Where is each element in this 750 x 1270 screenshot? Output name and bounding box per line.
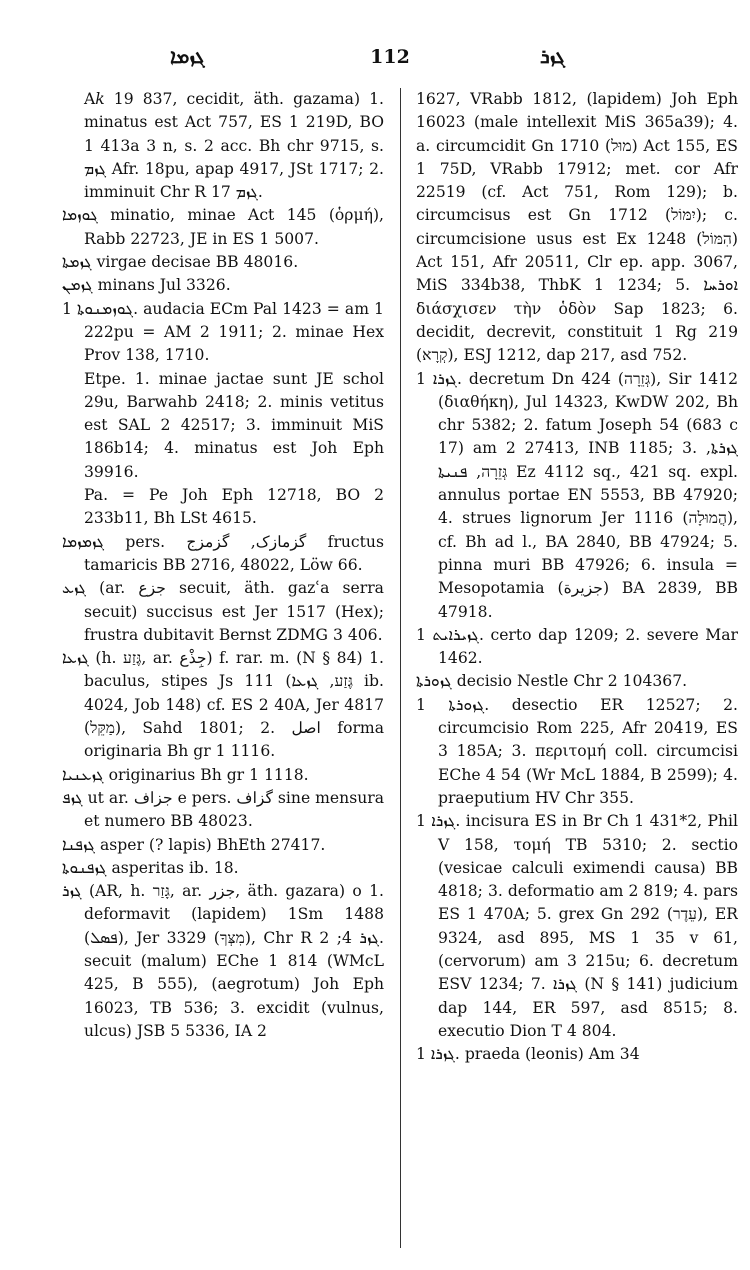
- header-left-word: ܓܙܡܐ: [170, 44, 205, 68]
- right-column: [416, 88, 738, 1258]
- entry-paragraph: ܓܙܥܢܝܐ originarius Bh gr 1 1118.: [62, 765, 309, 784]
- entry-paragraph: Etpe. 1. minae jactae sunt JE schol 29u, Barwahb 2418; 2. minis vetitus est SAL 2 42517; 3. imminuit MiS 186b14; 4. minatus est Joh Eph 39916.: [84, 369, 384, 481]
- entry-paragraph: ܓܙܘܪܬܐ decisio Nestle Chr 2 104367.: [416, 672, 688, 691]
- page-number: 112: [370, 46, 410, 68]
- entry-paragraph: ܓܙܪܐ 1. incisura ES in Br Ch 1 431*2, Phil V 158, τομή TB 5310; 2. sectio (vesicae calculi eximendi causa) BB 4818; 3. deformatio am 2 819; 4. pars ES 1 470A; 5. grex Gn 292 (עֵדֶר), ER 9324, asd 895, MS 1 35 v 61, (cervorum) am 3 215u; 6. decretum ESV 1234; 7. ܓܙܪܐ (N § 141) judicium dap 144, ER 597, asd 8515; 8. executio Dion T 4 804.: [416, 812, 738, 1040]
- column-divider: [400, 88, 401, 1248]
- entry-paragraph: ܓܙܡܬܐ virgae decisae BB 48016.: [62, 253, 299, 272]
- left-column: [62, 88, 384, 1258]
- entry-paragraph: ܓܙܦ ut ar. جزاف e pers. گزاف sine mensura et numero BB 48023.: [62, 788, 384, 831]
- entry-paragraph: Pa. = Pe Joh Eph 12718, BO 2 233b11, Bh LSt 4615.: [84, 486, 384, 528]
- entry-paragraph: ܓܙܪܐ 1. decretum Dn 424 (גְּזֵרָה), Sir 1412 (διαθήκη), Jul 14323, KwDW 202, Bh chr 5382; 2. fatum Joseph 54 (683 c 17) am 2 27413, INB 1185; 3. ܓܙܪܬܐ, גְּזֵרָה, ܦܢܝܬܐ Ez 4112 sq., 421 sq. expl. annulus portae EN 5553, BB 47920; 4. strues lignorum Jer 1116 (הֲמוּלָה), cf. Bh ad l., BA 2840, BB 47924; 5. pinna muri BB 47926; 6. insula = Mesopotamia (جزيرة) BA 2839, BB 47918.: [416, 369, 738, 621]
- entry-paragraph: ܓܘܙܡܐ minatio, minae Act 145 (ὁρμή), Rabb 22723, JE in ES 1 5007.: [62, 206, 384, 248]
- entry-paragraph: ܓܙܡܙܡܐ pers. گزمازک, گزمزج fructus tamaricis BB 2716, 48022, Löw 66.: [62, 532, 384, 574]
- entry-paragraph: A𝑘 19 837, cecidit, äth. gazama) 1. minatus est Act 757, ES 1 219D, BO 1 413a 3 n, s. 2 acc. Bh chr 9715, s. ܓܙܡ Afr. 18pu, apap 4917, JSt 1717; 2. imminuit Chr R ܓܙܡ 17.: [84, 90, 384, 202]
- entry-paragraph: ܓܙܝܪܐܝܬ 1. certo dap 1209; 2. severe Mar 1462.: [416, 625, 738, 668]
- header-right-word: ܓܙܪ: [540, 44, 566, 68]
- running-header: [0, 40, 750, 80]
- entry-paragraph: ܓܙܥܐ (h. גֶּזַע, ar. جِذْع) f. rar. m. (N § 84) 1. baculus, stipes Js 111 (גֶּזַע, ܓܙܥܐ ib. 4024, Job 148) cf. ES 2 40A, Jer 4817 (מַקֵּל), Sahd 1801; 2. اصل forma originaria Bh gr 1 1116.: [62, 649, 384, 761]
- entry-paragraph: ܓܙܪܐ 1. praeda (leonis) Am 34: [416, 1045, 640, 1064]
- entry-paragraph: 1627, VRabb 1812, (lapidem) Joh Eph 16023 (male intellexit MiS 365a39); 4. a. circumcidit Gn 1710 (מוּל) Act 155, ES 1 75D, VRabb 17912; met. cor Afr 22519 (cf. Act 751, Rom 129); b. circumcisus est Gn 1712 (יִמּוֹל); c. circumcisione usus est Ex 1248 (הִמּוֹל) Act 151, Afr 20511, Clr ep. app. 3067, MiS 334b38, ThbK 1 1234; 5. ܐܘܪܚܐ διάσχισεν τὴν ὁδὸν Sap 1823; 6. decidit, decrevit, constituit 1 Rg 219 (קְרָא), ESJ 1212, dap 217, asd 752.: [416, 90, 738, 365]
- entry-paragraph: ܓܙܥ (ar. جزع secuit, äth. gazʿa serra secuit) succisus est Jer 1517 (Hex); frustra dubitavit Bernst ZDMG 3 406.: [62, 579, 384, 644]
- entry-paragraph: ܓܙܘܪܬܐ 1. desectio ER 12527; 2. circumcisio Rom 225, Afr 20419, ES 3 185A; 3. περιτομή coll. circumcisi EChe 4 54 (Wr McL 1884, B 2599); 4. praeputium HV Chr 355.: [416, 695, 738, 807]
- entry-paragraph: ܓܙܡܢ minans Jul 3326.: [62, 276, 231, 295]
- entry-paragraph: ܓܙܦܢܘܬܐ asperitas ib. 18.: [62, 858, 239, 877]
- entry-paragraph: ܓܙܦܢܐ asper (? lapis) BhEth 27417.: [62, 835, 326, 854]
- entry-paragraph: ܓܙܪ (AR, h. גָּזַר, ar. جزر, äth. gazara) o 1. deformavit (lapidem) 1Sm 1488 (ܦܣܠ), Jer 3329 (מִצְּךָ), Chr R ܓܙܪ 4; 2. secuit (malum) EChe 1 814 (WMcL 425, B 555), (aegrotum) Joh Eph 16023, TB 536; 3. excidit (vulnus, ulcus) JSB 5 5336, IA 2: [62, 882, 384, 1040]
- entry-paragraph: ܓܘܙܡܢܘܬܐ 1. audacia ECm Pal 1423 = am 1 222pu = AM 2 1911; 2. minae Hex Prov 138, 1710.: [62, 299, 384, 365]
